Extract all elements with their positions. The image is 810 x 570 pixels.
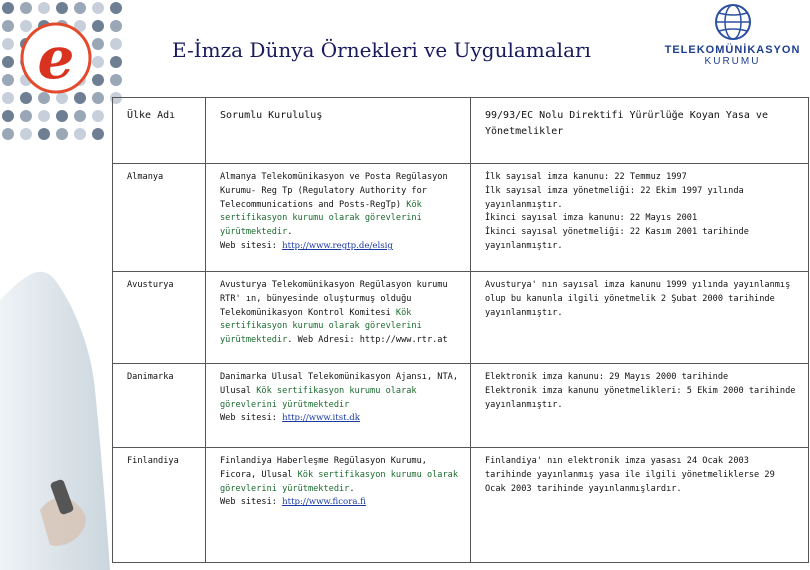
decorative-dot (56, 2, 68, 14)
decorative-dot (2, 74, 14, 86)
decorative-dot (74, 128, 86, 140)
directive-cell (471, 364, 809, 448)
page-title: E-İmza Dünya Örnekleri ve Uygulamaları (172, 38, 591, 62)
decorative-dot (110, 20, 122, 32)
decorative-dot (92, 56, 104, 68)
decorative-dot (92, 92, 104, 104)
decorative-dot (38, 110, 50, 122)
directive-cell (471, 272, 809, 364)
decorative-dot (2, 38, 14, 50)
website-link[interactable]: http://www.ficora.fi (282, 497, 366, 508)
decorative-dot (110, 2, 122, 14)
directive-cell (471, 164, 809, 272)
authority-text: Avusturya Telekomünikasyon Regülasyon kurumu RTR' ın, bünyesinde oluşturmuş olduğu Telekomünikasyon Kontrol Komitesi (220, 280, 448, 318)
decorative-dot (38, 2, 50, 14)
decorative-dot (20, 128, 32, 140)
directive-line: Elektronik imza kanunu yönetmelikleri: 5 Ekim 2000 tarihinde yayınlanmıştır. (485, 385, 796, 410)
authority-text: Almanya Telekomünikasyon ve Posta Regülasyon Kurumu- Reg Tp (Regulatory Authority for Telecommunications and Posts-RegTp) (220, 172, 448, 210)
org-name: TELEKOMÜNİKASYON (664, 44, 801, 56)
decorative-dot (110, 56, 122, 68)
decorative-dot (2, 56, 14, 68)
directive-cell (471, 448, 809, 563)
authority-text: Danimarka Ulusal Telekomünikasyon Ajansı, NTA, Ulusal (220, 372, 458, 396)
decorative-dot (2, 2, 14, 14)
decorative-dot (92, 2, 104, 14)
decorative-dot (92, 110, 104, 122)
decorative-dot (2, 128, 14, 140)
country-cell: Danimarka (113, 364, 206, 448)
decorative-dot (92, 74, 104, 86)
authority-text-end: . (349, 483, 355, 494)
web-label: Web sitesi: (220, 413, 283, 424)
table-row (113, 164, 809, 272)
person-with-phone-image (0, 150, 115, 570)
authority-role-text: Kök sertifikasyon kurumu olarak görevlerini yürütmektedir (220, 307, 422, 346)
authority-text: Finlandiya Haberleşme Regülasyon Kurumu, Ficora, Ulusal (220, 456, 427, 480)
decorative-dot (20, 20, 32, 32)
authority-cell (206, 448, 471, 563)
header-directive: 99/93/EC Nolu Direktifi Yürürlüğe Koyan Yasa ve Yönetmelikler (471, 98, 809, 164)
decorative-dot (92, 128, 104, 140)
decorative-dot (92, 38, 104, 50)
country-cell: Finlandiya (113, 448, 206, 563)
authority-role-text: Kök sertifikasyon kurumu olarak görevlerini yürütmektedir (220, 199, 422, 238)
decorative-dot (74, 110, 86, 122)
directive-line: İkinci sayısal imza kanunu: 22 Mayıs 2001 (485, 213, 698, 224)
directive-line: İlk sayısal imza kanunu: 22 Temmuz 1997 (485, 172, 687, 182)
authority-cell (206, 364, 471, 448)
website-link[interactable]: http://www.regtp.de/elsig (282, 240, 393, 251)
table-row (113, 364, 809, 448)
authority-cell (206, 272, 471, 364)
decorative-dot (2, 92, 14, 104)
website-link[interactable]: http://www.itst.dk (282, 413, 361, 424)
country-cell: Almanya (113, 164, 206, 272)
decorative-dot (56, 110, 68, 122)
web-label: Web sitesi: (220, 240, 283, 251)
authority-text-end: . (287, 227, 293, 238)
country-cell: Avusturya (113, 272, 206, 364)
authority-role-text: Kök sertifikasyon kurumu olarak görevlerini yürütmektedir (220, 469, 458, 494)
table-header-row (113, 98, 809, 164)
directive-line: Avusturya' nın sayısal imza kanunu 1999 yılında yayınlanmış olup bu kanunla ilgili yönetmelik 2 Şubat 2000 tarihinde yayınlanmıştır. (485, 280, 791, 318)
authority-text-end: . Web Adresi: http://www.rtr.at (287, 335, 448, 346)
table-row (113, 272, 809, 364)
decorative-dot (20, 110, 32, 122)
directive-line: İlk sayısal imza yönetmeliği: 22 Ekim 1997 yılında yayınlanmıştır. (485, 185, 744, 210)
decorative-dot (110, 74, 122, 86)
directive-line: Elektronik imza kanunu: 29 Mayıs 2000 tarihinde (485, 372, 729, 382)
decorative-dot (110, 38, 122, 50)
e-logo-letter: e (37, 24, 75, 92)
decorative-dot (74, 92, 86, 104)
org-name-sub: KURUMU (704, 56, 761, 67)
authority-role-text: Kök sertifikasyon kurumu olarak görevlerini yürütmektedir (220, 385, 417, 410)
decorative-dot (92, 20, 104, 32)
decorative-dot (38, 92, 50, 104)
decorative-dot (56, 128, 68, 140)
decorative-dot (2, 110, 14, 122)
decorative-dot (20, 92, 32, 104)
org-logo (655, 2, 810, 82)
web-label: Web sitesi: (220, 497, 283, 508)
decorative-dot (20, 2, 32, 14)
header-country: Ülke Adı (113, 98, 206, 164)
directive-line: İkinci sayısal yönetmeliği: 22 Kasım 2001 tarihinde yayınlanmıştır. (485, 227, 749, 251)
decorative-dot (38, 128, 50, 140)
e-signature-table (112, 97, 809, 563)
decorative-dot (56, 92, 68, 104)
table-row (113, 448, 809, 563)
decorative-dot (2, 20, 14, 32)
decorative-dot (74, 2, 86, 14)
authority-cell (206, 164, 471, 272)
directive-line: Finlandiya' nın elektronik imza yasası 24 Ocak 2003 tarihinde yayınlanmış yasa ile ilgili yönetmeliklerse 29 Ocak 2003 tarihinde yayınlanmışlardır. (485, 456, 775, 494)
globe-icon (709, 2, 757, 42)
header-authority: Sorumlu Kurululuş (206, 98, 471, 164)
